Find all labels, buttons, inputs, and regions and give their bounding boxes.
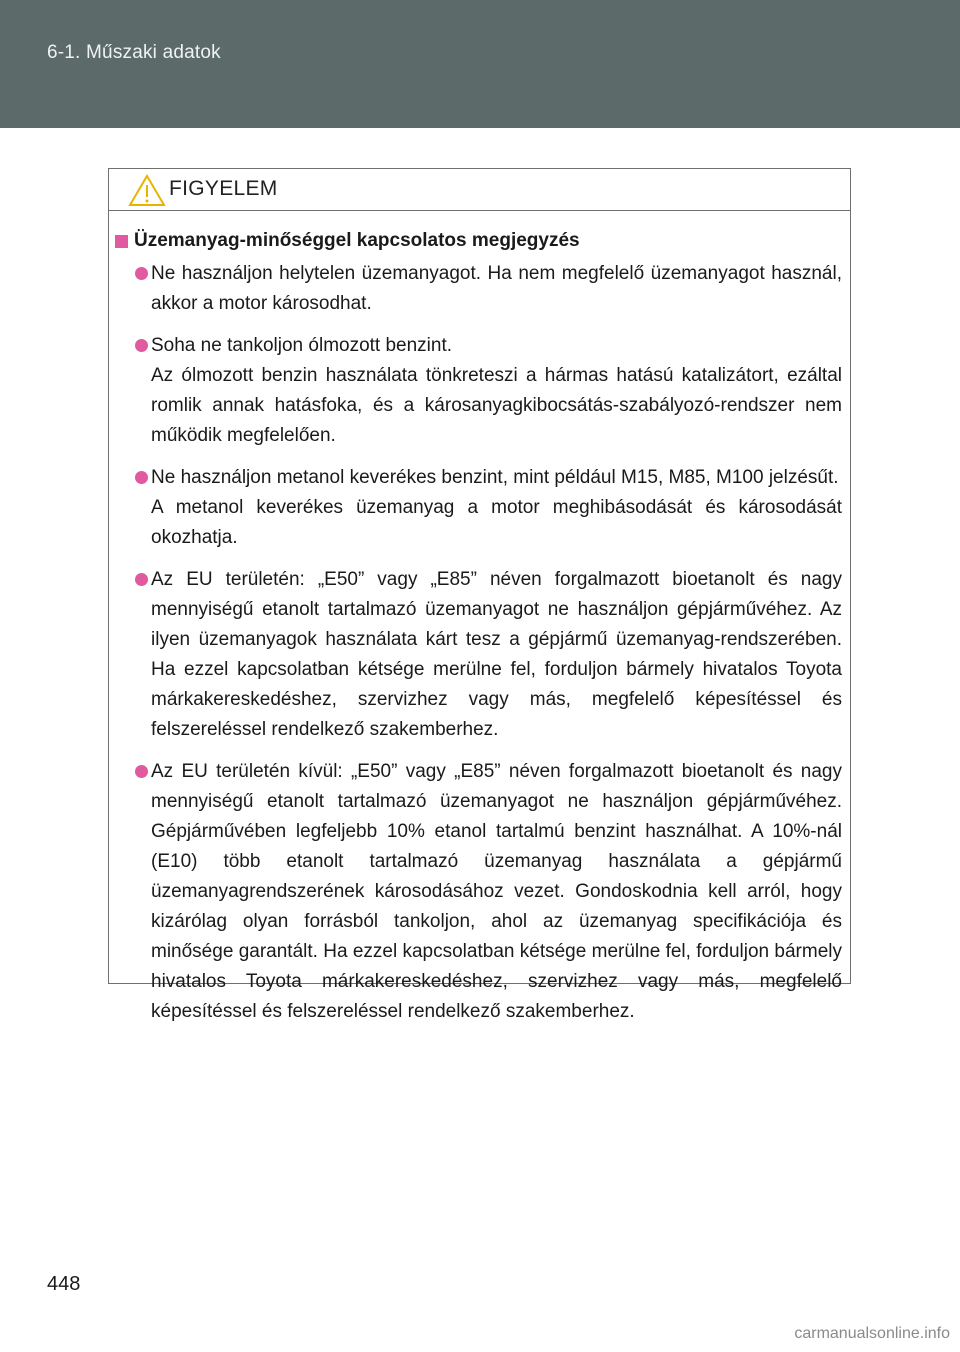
list-item xyxy=(109,259,850,319)
warning-list xyxy=(109,259,850,1039)
item-text: Soha ne tankoljon ólmozott benzint. xyxy=(151,335,453,356)
item-text: Az EU területén kívül: „E50” vagy „E85” néven forgalmazott bioetanolt és nagy mennyiségű etanolt tartalmazó üzemanyagot ne használjon gépjárművéhez. Gépjárművében legfeljebb 10% etanol tartalmú benzint használhat. A 10%-nál (E10) több etanolt tartalmazó üzemanyag használata a gépjármű üzemanyagrendszerének károsodásához vezet. Gondoskodnia kell arról, hogy kizárólag olyan forrásból tankoljon, ahol az üzemanyag specifikációja és minősége garantált. Ha ezzel kapcsolatban kétsége merülne fel, forduljon bármely hivatalos Toyota márkakereskedéshez, szervizhez vagy más, megfelelő képesítéssel és felszereléssel rendelkező szakemberhez. xyxy=(151,761,842,1022)
item-text: Ne használjon metanol keverékes benzint, mint például M15, M85, M100 jelzésűt. xyxy=(151,467,839,488)
list-item xyxy=(109,331,850,451)
round-bullet-icon xyxy=(135,765,148,778)
page-header xyxy=(0,0,960,128)
item-text: Az ólmozott benzin használata tönkreteszi a hármas hatású katalizátort, ezáltal romlik annak hatásfoka, és a károsanyagkibocsátás-szabályozó-rendszer nem működik megfelelően. xyxy=(151,365,842,446)
warning-label: FIGYELEM xyxy=(169,177,278,200)
warning-box-header xyxy=(109,169,850,211)
round-bullet-icon xyxy=(135,471,148,484)
warning-triangle-icon xyxy=(128,174,166,207)
item-text: Ne használjon helytelen üzemanyagot. Ha nem megfelelő üzemanyagot használ, akkor a motor károsodhat. xyxy=(151,263,842,314)
item-text: Az EU területén: „E50” vagy „E85” néven forgalmazott bioetanolt és nagy mennyiségű etanolt tartalmazó üzemanyagot ne használjon gépjárművéhez. Az ilyen üzemanyagok használata kárt tesz a gépjármű üzemanyag-rendszerében. Ha ezzel kapcsolatban kétsége merülne fel, forduljon bármely hivatalos Toyota márkakereskedéshez, szervizhez vagy más, megfelelő képesítéssel és felszereléssel rendelkező szakemberhez. xyxy=(151,569,842,740)
round-bullet-icon xyxy=(135,267,148,280)
round-bullet-icon xyxy=(135,339,148,352)
topic-heading xyxy=(115,230,580,252)
list-item xyxy=(109,757,850,1027)
item-text: A metanol keverékes üzemanyag a motor meghibásodását és károsodását okozhatja. xyxy=(151,497,842,548)
list-item xyxy=(109,565,850,745)
watermark: carmanualsonline.info xyxy=(794,1325,950,1342)
round-bullet-icon xyxy=(135,573,148,586)
section-title: 6-1. Műszaki adatok xyxy=(47,42,221,63)
list-item xyxy=(109,463,850,553)
warning-box xyxy=(108,168,851,1022)
square-bullet-icon xyxy=(115,235,128,248)
topic-text: Üzemanyag-minőséggel kapcsolatos megjegyzés xyxy=(134,230,580,251)
page-number: 448 xyxy=(47,1273,81,1295)
